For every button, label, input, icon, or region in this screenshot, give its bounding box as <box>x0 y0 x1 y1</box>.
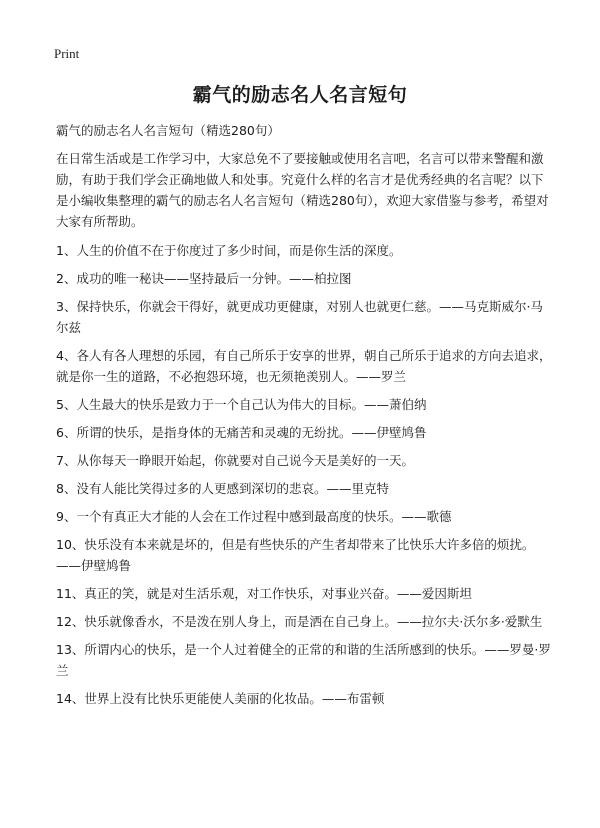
quote-list <box>56 240 552 709</box>
quote-item-14: 14、世界上没有比快乐更能使人美丽的化妆品。——布雷顿 <box>56 691 385 706</box>
intro-paragraph: 在日常生活或是工作学习中，大家总免不了要接触或使用名言吧，名言可以带来警醒和激励，有助于我们学会正确地做人和处事。究竟什么样的名言才是优秀经典的名言呢？以下是小编收集整理的霸气的励志名人名言短句（精选280句），欢迎大家借鉴与参考，希望对大家有所帮助。 <box>56 151 549 229</box>
quote-item-4: 4、各人有各人理想的乐园，有自己所乐于安享的世界，朝自己所乐于追求的方向去追求，就是你一生的道路，不必抱怨环境，也无须艳羡别人。——罗兰 <box>56 348 552 384</box>
print-link[interactable]: Print <box>54 46 80 61</box>
quote-item-5: 5、人生最大的快乐是致力于一个自己认为伟大的目标。——萧伯纳 <box>56 397 427 412</box>
quote-item-10: 10、快乐没有本来就是坏的，但是有些快乐的产生者却带来了比快乐大许多倍的烦扰。——伊壁鸠鲁 <box>56 537 535 573</box>
quote-item-2: 2、成功的唯一秘诀——坚持最后一分钟。——柏拉图 <box>56 271 352 286</box>
quote-item-13: 13、所谓内心的快乐，是一个人过着健全的正常的和谐的生活所感到的快乐。——罗曼·罗兰 <box>56 642 551 678</box>
quote-item-11: 11、真正的笑，就是对生活乐观，对工作快乐，对事业兴奋。——爱因斯坦 <box>56 586 472 601</box>
quote-item-8: 8、没有人能比笑得过多的人更感到深切的悲哀。——里克特 <box>56 481 389 496</box>
quote-item-7: 7、从你每天一睁眼开始起，你就要对自己说今天是美好的一天。 <box>56 453 414 468</box>
quote-item-6: 6、所谓的快乐，是指身体的无痛苦和灵魂的无纷扰。——伊壁鸠鲁 <box>56 425 427 440</box>
quote-item-12: 12、快乐就像香水，不是泼在别人身上，而是洒在自己身上。——拉尔夫·沃尔多·爱默生 <box>56 614 543 629</box>
document-subtitle: 霸气的励志名人名言短句（精选280句） <box>56 123 280 138</box>
quote-item-9: 9、一个有真正大才能的人会在工作过程中感到最高度的快乐。——歌德 <box>56 509 452 524</box>
page-title: 霸气的励志名人名言短句 <box>192 84 408 106</box>
document-body <box>56 120 552 716</box>
quote-item-1: 1、人生的价值不在于你度过了多少时间，而是你生活的深度。 <box>56 243 402 258</box>
quote-item-3: 3、保持快乐，你就会干得好，就更成功更健康，对别人也就更仁慈。——马克斯威尔·马尔兹 <box>56 299 543 335</box>
